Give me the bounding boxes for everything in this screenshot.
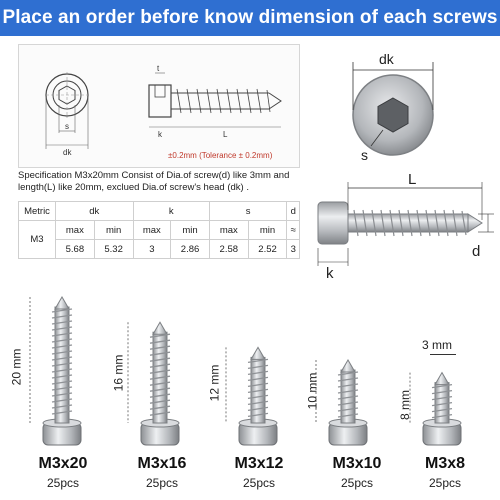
val-k-max: 3 <box>133 240 171 259</box>
photo-label-L: L <box>408 171 417 188</box>
label-t: t <box>157 64 160 73</box>
size-label-m3x16: M3x16 <box>137 455 187 472</box>
sub-k-min: min <box>171 221 210 240</box>
table-subheader-row <box>19 221 300 240</box>
length-label-10: 10 mm <box>305 372 320 410</box>
label-s: s <box>65 122 69 131</box>
screws-group <box>30 297 461 445</box>
photo-label-s: s <box>361 147 368 163</box>
table-row <box>19 240 300 259</box>
label-L: L <box>223 130 228 139</box>
size-label-m3x12: M3x12 <box>234 455 284 472</box>
val-dk-max: 5.68 <box>56 240 95 259</box>
screw-m3x16-icon <box>128 322 179 445</box>
header-metric: Metric <box>19 202 56 221</box>
screw-side-photo <box>300 170 500 280</box>
photo-label-dk: dk <box>379 51 394 67</box>
length-label-16: 16 mm <box>111 354 126 392</box>
label-dk: dk <box>63 148 72 157</box>
diameter-line <box>430 354 456 355</box>
length-label-8: 8 mm <box>398 390 412 420</box>
spec-table <box>18 201 300 259</box>
header-k: k <box>133 202 209 221</box>
diameter-label: 3 mm <box>422 338 452 352</box>
screw-m3x8-icon <box>410 373 461 445</box>
header-s: s <box>209 202 287 221</box>
header-d: d <box>287 202 300 221</box>
sub-d-approx: ≈ <box>287 221 300 240</box>
pcs-label-m3x16: 25pcs <box>145 476 179 490</box>
pcs-label-m3x12: 25pcs <box>242 476 276 490</box>
val-s-min: 2.52 <box>248 240 287 259</box>
screw-head-side-icon <box>149 85 171 117</box>
screws-photo <box>0 280 500 455</box>
tolerance-note: ±0.2mm (Tolerance ± 0.2mm) <box>168 151 273 160</box>
photo-label-d: d <box>472 243 481 260</box>
header-dk: dk <box>56 202 134 221</box>
screw-head-photo <box>335 40 475 170</box>
drawing-svg <box>19 45 299 167</box>
spec-description: Specification M3x20mm Consist of Dia.of screw(d) like 3mm and length(L) like 20mm, exclued Dia.of screw's head (dk) . <box>18 170 290 193</box>
photo-label-k: k <box>326 265 334 280</box>
technical-drawing <box>18 44 300 168</box>
size-label-m3x20: M3x20 <box>38 455 88 472</box>
screw-m3x12-icon <box>226 347 277 445</box>
banner-title: Place an order before know dimension of each screws <box>0 0 500 36</box>
sub-k-max: max <box>133 221 171 240</box>
sub-s-max: max <box>209 221 248 240</box>
screw-m3x10-icon <box>316 360 367 445</box>
val-s-max: 2.58 <box>209 240 248 259</box>
pcs-label-m3x20: 25pcs <box>46 476 80 490</box>
pcs-label-m3x8: 25pcs <box>428 476 462 490</box>
sub-s-min: min <box>248 221 287 240</box>
screw-thread-side-icon <box>171 93 281 109</box>
val-d: 3 <box>287 240 300 259</box>
sub-dk-max: max <box>56 221 95 240</box>
table-header-row <box>19 202 300 221</box>
pcs-label-m3x10: 25pcs <box>340 476 374 490</box>
sub-dk-min: min <box>94 221 133 240</box>
row-label-m3: M3 <box>19 221 56 259</box>
size-label-m3x10: M3x10 <box>332 455 382 472</box>
label-k: k <box>158 130 162 139</box>
length-label-20: 20 mm <box>9 348 24 386</box>
val-dk-min: 5.32 <box>94 240 133 259</box>
length-label-12: 12 mm <box>207 364 222 402</box>
screw-m3x20-icon <box>30 297 81 445</box>
size-label-m3x8: M3x8 <box>424 455 466 472</box>
val-k-min: 2.86 <box>171 240 210 259</box>
screw-head-side-photo-icon <box>318 202 348 244</box>
